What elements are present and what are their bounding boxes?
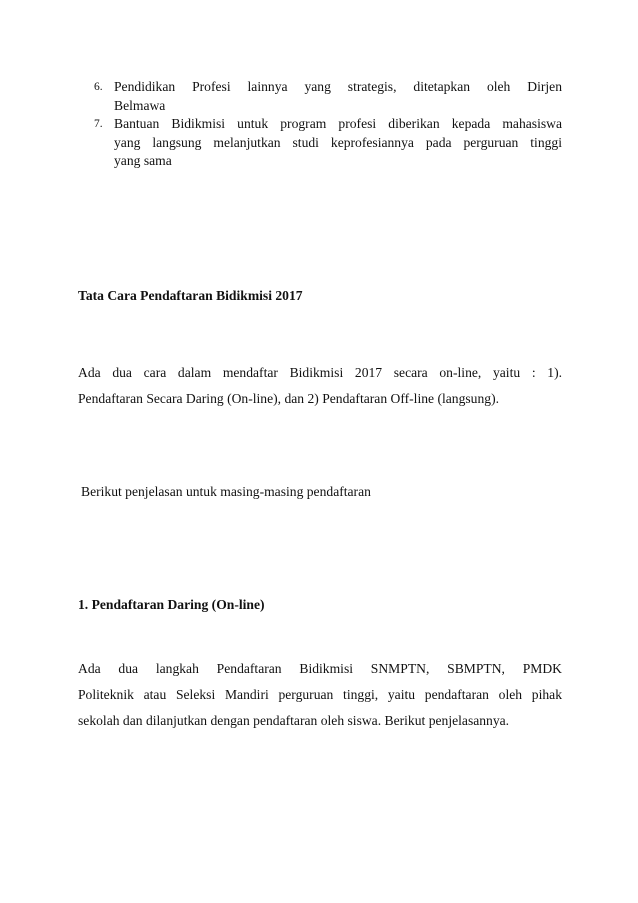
numbered-list xyxy=(78,78,562,171)
paragraph-line: Berikut penjelasan untuk masing-masing pendaftaran xyxy=(81,484,371,499)
list-item-number: 7. xyxy=(94,118,103,130)
paragraph-cara-pendaftaran xyxy=(78,360,562,412)
list-item xyxy=(78,115,562,171)
list-item-line: Pendidikan Profesi lainnya yang strategis, ditetapkan oleh Dirjen xyxy=(114,79,562,94)
paragraph-intro xyxy=(81,479,565,505)
paragraph-line: Politeknik atau Seleksi Mandiri perguruan tinggi, yaitu pendaftaran oleh pihak xyxy=(78,687,562,702)
paragraph-line: Ada dua cara dalam mendaftar Bidikmisi 2017 secara on-line, yaitu : 1). xyxy=(78,365,562,380)
paragraph-line: sekolah dan dilanjutkan dengan pendaftaran oleh siswa. Berikut penjelasannya. xyxy=(78,713,510,728)
list-item-line: Belmawa xyxy=(114,97,166,113)
paragraph-line: Pendaftaran Secara Daring (On-line), dan 2) Pendaftaran Off-line (langsung). xyxy=(78,391,499,406)
paragraph-daring xyxy=(78,656,562,734)
list-item-line: yang langsung melanjutkan studi keprofesiannya pada perguruan tinggi xyxy=(114,134,562,150)
list-item-number: 6. xyxy=(94,81,103,93)
section-heading-daring: 1. Pendaftaran Daring (On-line) xyxy=(78,597,265,612)
section-heading-tata-cara: Tata Cara Pendaftaran Bidikmisi 2017 xyxy=(78,288,303,303)
paragraph-line: Ada dua langkah Pendaftaran Bidikmisi SNMPTN, SBMPTN, PMDK xyxy=(78,661,562,676)
list-item-line: Bantuan Bidikmisi untuk program profesi diberikan kepada mahasiswa xyxy=(114,116,562,131)
list-item xyxy=(78,78,562,115)
list-item-line: yang sama xyxy=(114,153,172,168)
